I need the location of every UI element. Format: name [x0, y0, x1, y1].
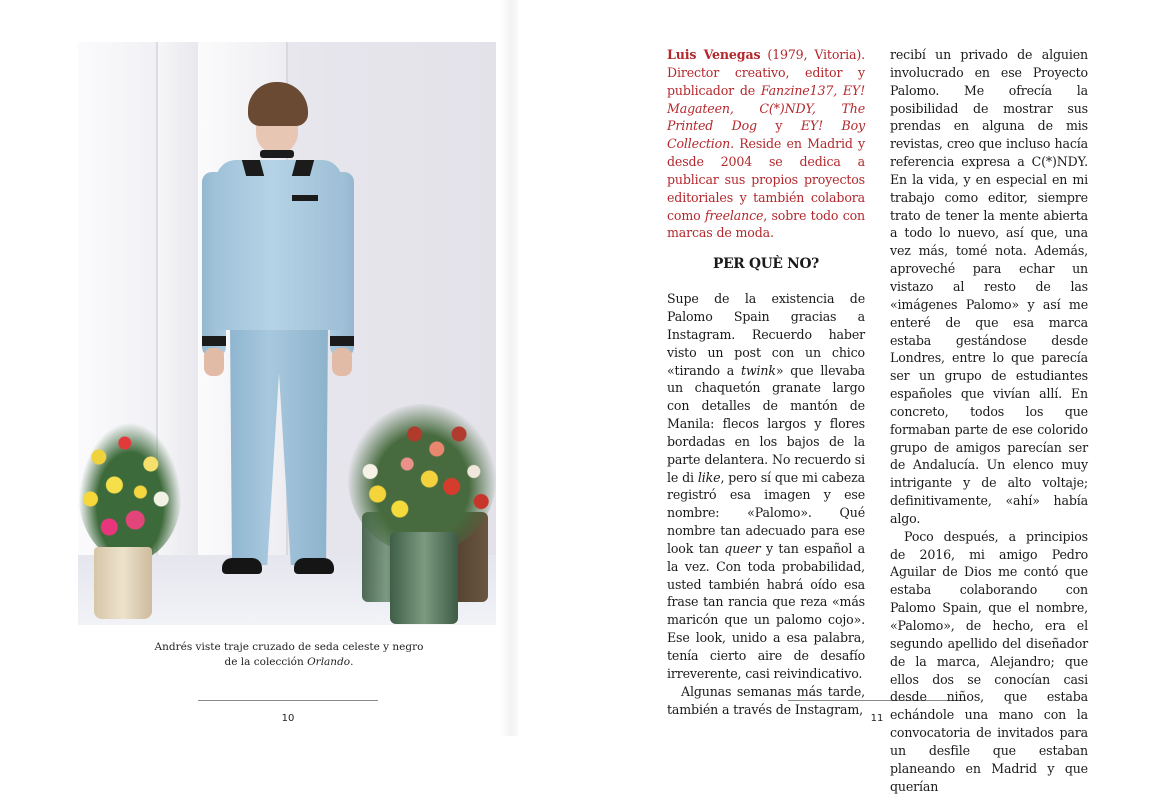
section-heading: PER QUÈ NO?: [713, 256, 819, 273]
body-text: , pero sí que mi cabeza registró esa imagen y ese nombre: «Palomo». Qué nombre tan adecuado para ese look tan: [667, 469, 865, 556]
model-trousers: [230, 325, 328, 565]
body-text: Supe de la existencia de Palomo Spain gracias a Instagram. Recuerdo haber visto un post con un chico «tirando a: [667, 291, 865, 378]
jacket-cuff-right: [330, 336, 354, 346]
fashion-photo: [78, 42, 496, 625]
model-hand-right: [332, 348, 352, 376]
model-choker: [260, 150, 294, 158]
body-paragraph: [667, 290, 865, 683]
page-gutter: [500, 0, 518, 736]
rose-bouquet-left: [78, 422, 182, 562]
left-page: [0, 0, 582, 736]
bio-text: , sobre todo con marcas de moda.: [667, 207, 865, 241]
bio-publication: EY! Boy Collection: [667, 118, 865, 152]
body-italic: like: [697, 469, 721, 485]
body-italic: twink: [740, 362, 776, 378]
page-number-left: 10: [281, 713, 295, 724]
caption-collection-name: Orlando: [307, 656, 351, 668]
bio-text: . Reside en Madrid y desde 2004 se dedica a publicar sus propios proyectos editoriales y también colabora como: [667, 136, 865, 223]
photo-caption: [150, 640, 428, 670]
author-name: Luis Venegas: [667, 47, 761, 62]
body-italic: queer: [724, 540, 761, 556]
body-paragraph: recibí un privado de alguien involucrado en ese Proyecto Palomo. Me ofrecía la posibilidad de mostrar sus prendas en alguna de mis revistas, creo que incluso hacía referencia expresa a C(*)NDY. En la vida, y en especial en mi trabajo como editor, siempre trato de tener la mente abierta a todo lo nuevo, así que, una vez más, tomé nota. Además, aproveché para echar un vistazo al resto de las «imágenes Palomo» y así me enteré de que esa marca estaba gestándose desde Londres, entre lo que parecía ser un grupo de estudiantes españoles que vivían allí. En concreto, todos los que formaban parte de ese colorido grupo de amigos parecían ser de Andalucía. Un elenco muy intrigante y de alto voltaje; definitivamente, «ahí» había algo.: [890, 47, 1088, 526]
glass-vase-front: [390, 532, 458, 624]
caption-period: .: [350, 656, 354, 668]
jacket-cuff-left: [202, 336, 226, 346]
footer-rule-left: [198, 700, 378, 701]
bio-italic-word: freelance: [704, 207, 764, 223]
author-bio: [667, 46, 865, 242]
jacket-pocket: [292, 195, 318, 201]
bio-publications: Fanzine137, EY! Magateen, C(*)NDY, The Printed Dog: [667, 82, 866, 134]
model-hand-left: [204, 348, 224, 376]
text-column-1: [667, 46, 865, 718]
body-paragraph: Algunas semanas más tarde, también a través de Instagram,: [667, 683, 865, 717]
model-shoe-left: [222, 558, 262, 574]
text-column-2: [890, 46, 1088, 795]
caption-text: Andrés viste traje cruzado de seda celeste y negro de la colección: [154, 641, 424, 668]
model-hair: [248, 82, 308, 126]
page-number-right: 11: [870, 713, 884, 724]
body-paragraph: Poco después, a principios de 2016, mi amigo Pedro Aguilar de Dios me contó que estaba colaborando con Palomo Spain, que el nombre, «Palomo», de hecho, era el segundo apellido del diseñador de la marca, Alejandro; que ellos dos se conocían casi desde niños, que estaba echándole una mano con la convocatoria de invitados para un desfile que estaban planeando en Madrid y que querían: [890, 528, 1088, 794]
bio-text: (1979, Vitoria). Director creativo, editor y publicador de: [667, 47, 865, 98]
flower-pot: [94, 547, 152, 619]
body-text: y tan español a la vez. Con toda probabilidad, usted también habrá oído esa frase tan rancia que reza «más maricón que un palomo cojo». Ese look, unido a esa palabra, tenía cierto aire de desafío irreverente, casi reivindicativo.: [667, 540, 865, 681]
model-figure: [196, 80, 356, 600]
bio-text: y: [756, 118, 801, 134]
body-text: » que llevaba un chaquetón granate largo con detalles de mantón de Manila: flecos largos y flores bordadas en los bajos de la parte delantera. No recuerdo si le di: [667, 362, 865, 485]
model-shoe-right: [294, 558, 334, 574]
model-jacket: [216, 160, 342, 330]
